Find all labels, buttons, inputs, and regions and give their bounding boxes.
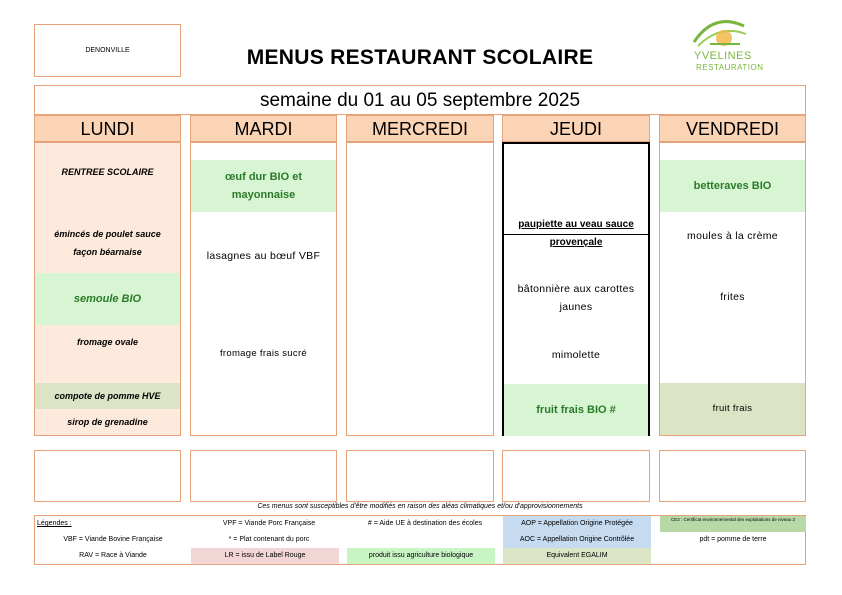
legend-porc: * = Plat contenant du porc bbox=[228, 536, 310, 543]
legend-vpf: VPF = Viande Porc Française bbox=[222, 520, 316, 527]
logo-emblem-icon bbox=[680, 14, 780, 54]
legend-title: Légendes : bbox=[37, 520, 72, 527]
evening-cell-mardi bbox=[190, 450, 337, 502]
legend-aide-ue: # = Aide UE à destination des écoles bbox=[367, 520, 483, 527]
evening-cell-jeudi bbox=[502, 450, 650, 502]
jeudi-side: bâtonnière aux carottes jaunes bbox=[517, 283, 635, 313]
week-label: semaine du 01 au 05 septembre 2025 bbox=[34, 85, 806, 115]
legend-aoc: AOC = Appellation Origine Contrôlée bbox=[503, 532, 651, 548]
lundi-main: émincés de poulet sauce façon béarnaise bbox=[35, 213, 180, 273]
school-name-box bbox=[34, 24, 181, 77]
menu-column-mercredi bbox=[346, 142, 494, 436]
menu-column-mardi bbox=[190, 142, 337, 436]
evening-cell-vendredi bbox=[659, 450, 806, 502]
jeudi-main: paupiette au veau sauce provençale bbox=[518, 219, 634, 248]
legend-rav: RAV = Race à Viande bbox=[79, 552, 147, 559]
mardi-cheese: fromage frais sucré bbox=[219, 348, 307, 359]
day-header-mercredi: MERCREDI bbox=[346, 115, 494, 142]
menu-column-jeudi bbox=[502, 142, 650, 436]
day-header-lundi: LUNDI bbox=[34, 115, 181, 142]
vendredi-dessert: fruit frais bbox=[660, 383, 805, 435]
menu-column-vendredi bbox=[659, 142, 806, 436]
day-header-vendredi: VENDREDI bbox=[659, 115, 806, 142]
lundi-starter: RENTREE SCOLAIRE bbox=[35, 143, 180, 213]
lundi-side: semoule BIO bbox=[35, 273, 180, 325]
vendredi-side: frites bbox=[720, 291, 745, 303]
evening-cell-mercredi bbox=[346, 450, 494, 502]
day-header-mardi: MARDI bbox=[190, 115, 337, 142]
legend-ce2: CE2 : Certificat environnemental des exploitations de niveau 2 bbox=[660, 516, 806, 532]
legend-bio: produit issu agriculture biologique bbox=[347, 548, 495, 564]
logo-name: YVELINES bbox=[694, 50, 752, 62]
legend-box bbox=[34, 515, 806, 565]
vendredi-main: moules à la crème bbox=[687, 230, 778, 242]
jeudi-dessert: fruit frais BIO # bbox=[504, 384, 648, 436]
mardi-starter: œuf dur BIO et mayonnaise bbox=[191, 160, 336, 212]
yvelines-logo bbox=[680, 14, 780, 76]
evening-cell-lundi bbox=[34, 450, 181, 502]
vendredi-starter: betteraves BIO bbox=[660, 160, 805, 212]
legend-aop: AOP = Appellation Origine Protégée bbox=[503, 516, 651, 532]
logo-subtitle: RESTAURATION bbox=[696, 63, 764, 72]
disclaimer-notice: Ces menus sont susceptibles d'être modifiés en raison des aléas climatiques et/ou d'approvisionnements bbox=[257, 503, 583, 510]
legend-vbf: VBF = Viande Bovine Française bbox=[63, 536, 163, 543]
jeudi-cheese: mimolette bbox=[551, 349, 601, 361]
page-title: MENUS RESTAURANT SCOLAIRE bbox=[246, 46, 594, 69]
mardi-main: lasagnes au bœuf VBF bbox=[206, 250, 321, 262]
legend-egalim: Equivalent EGALIM bbox=[503, 548, 651, 564]
day-header-jeudi: JEUDI bbox=[502, 115, 650, 142]
menu-column-lundi bbox=[34, 142, 181, 436]
lundi-dessert: compote de pomme HVE bbox=[35, 383, 180, 409]
school-name: DENONVILLE bbox=[85, 47, 130, 54]
jeudi-divider bbox=[504, 234, 648, 235]
legend-lr: LR = issu de Label Rouge bbox=[191, 548, 339, 564]
lundi-cheese: fromage ovale bbox=[35, 325, 180, 383]
legend-pdt: pdt = pomme de terre bbox=[699, 536, 767, 543]
lundi-drink: sirop de grenadine bbox=[35, 409, 180, 435]
